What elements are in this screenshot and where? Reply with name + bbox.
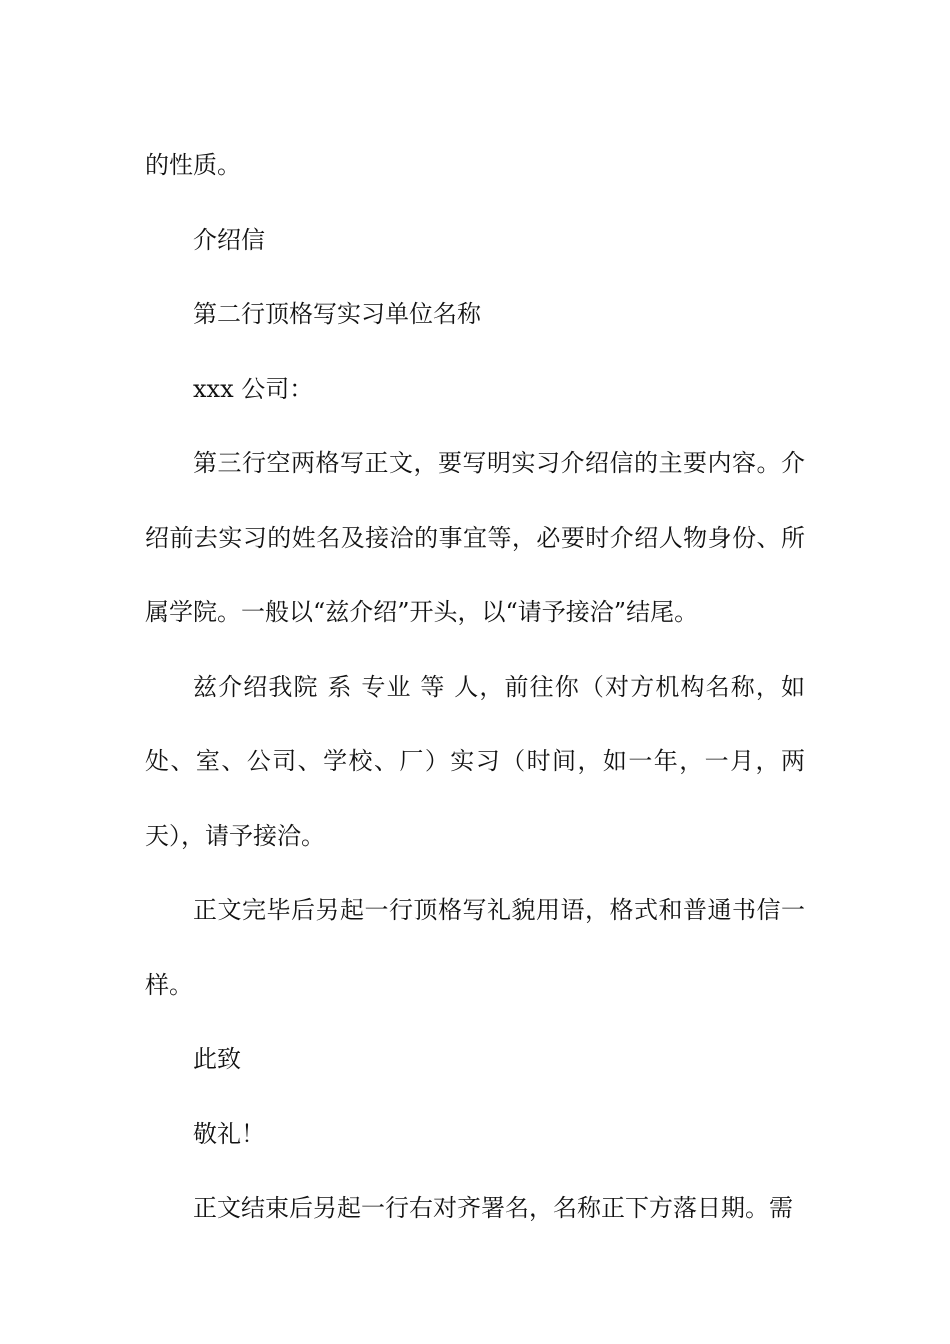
paragraph-closing-instruction: 正文完毕后另起一行顶格写礼貌用语，格式和普通书信一样。 [145,896,805,999]
paragraph-body-instruction: 第三行空两格写正文，要写明实习介绍信的主要内容。介绍前去实习的姓名及接洽的事宜等，必要时介绍人物身份、所属学院。一般以“兹介绍”开头，以“请予接洽”结尾。 [145,449,805,626]
paragraph-continuation: 的性质。 [145,151,241,179]
paragraph-recipient-instruction: 第二行顶格写实习单位名称 [193,300,481,328]
paragraph-recipient: xxx 公司： [193,374,314,403]
document-body [145,128,805,1246]
paragraph-signature-instruction: 正文结束后另起一行右对齐署名，名称正下方落日期。需 [193,1194,793,1222]
paragraph-body-example: 兹介绍我院 系 专业 等 人，前往你（对方机构名称，如处、室、公司、学校、厂）实习（时间，如一年，一月，两天），请予接洽。 [145,672,805,850]
paragraph-closing-jing-li: 敬礼！ [193,1119,265,1148]
paragraph-closing-ci-zhi: 此致 [193,1045,241,1073]
paragraph-heading-intro-letter: 介绍信 [193,225,265,254]
